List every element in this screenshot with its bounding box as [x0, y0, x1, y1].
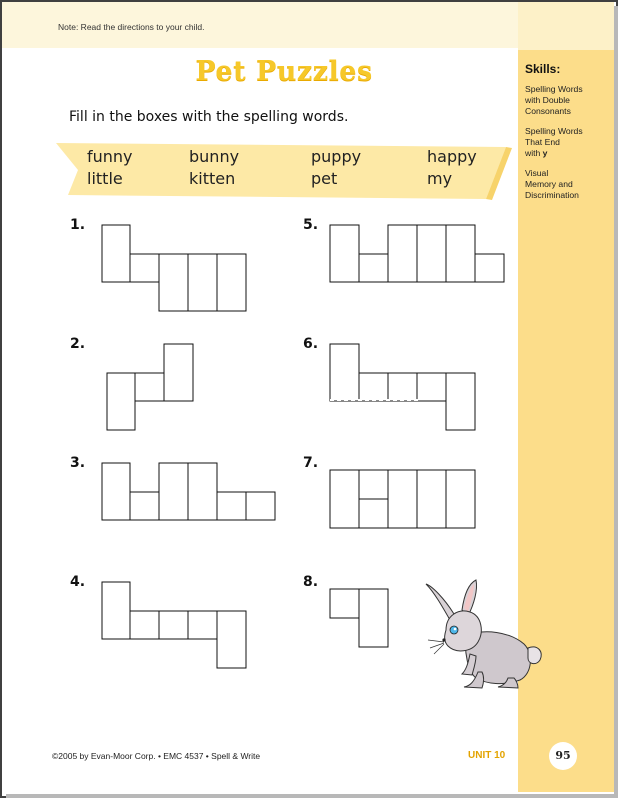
unit-label: UNIT 10 — [468, 750, 506, 761]
word-bank-word: little — [87, 169, 123, 188]
puzzle-number: 3. — [70, 455, 86, 471]
word-bank-word: puppy — [311, 147, 362, 166]
page-title: Pet Puzzles — [195, 56, 373, 87]
puzzle-number: 2. — [70, 336, 86, 352]
puzzle-2-boxes — [107, 344, 193, 430]
puzzle-1-boxes — [102, 225, 246, 311]
parent-note: Note: Read the directions to your child. — [58, 22, 205, 32]
puzzle-number: 4. — [70, 574, 86, 590]
word-bank-word: pet — [311, 169, 338, 188]
word-bank-word: funny — [87, 147, 133, 166]
word-bank-word: happy — [427, 147, 477, 166]
puzzle-4-boxes — [102, 582, 246, 668]
puzzle-number: 7. — [303, 455, 319, 471]
word-bank-word: bunny — [189, 147, 240, 166]
puzzle-number: 5. — [303, 217, 319, 233]
puzzle-5-boxes — [330, 225, 504, 282]
puzzle-7-boxes — [330, 470, 475, 528]
puzzle-3-boxes — [102, 463, 275, 520]
puzzle-8-boxes — [330, 589, 388, 647]
bunny-illustration — [424, 578, 546, 690]
puzzle-6-boxes — [330, 344, 475, 430]
skill-item: Spelling Words with Double Consonants — [525, 84, 583, 116]
puzzle-number: 6. — [303, 336, 319, 352]
skill-item: Spelling Words That End with y — [525, 126, 583, 158]
page-number: 95 — [549, 742, 577, 770]
puzzle-number: 8. — [303, 574, 319, 590]
word-bank-word: kitten — [189, 169, 236, 188]
skill-item: Visual Memory and Discrimination — [525, 168, 579, 200]
copyright-footer: ©2005 by Evan-Moor Corp. • EMC 4537 • Spell & Write — [52, 751, 261, 761]
puzzle-number: 1. — [70, 217, 86, 233]
directions-text: Fill in the boxes with the spelling words. — [69, 109, 349, 125]
skills-title: Skills: — [525, 62, 561, 76]
word-bank-word: my — [427, 169, 453, 188]
